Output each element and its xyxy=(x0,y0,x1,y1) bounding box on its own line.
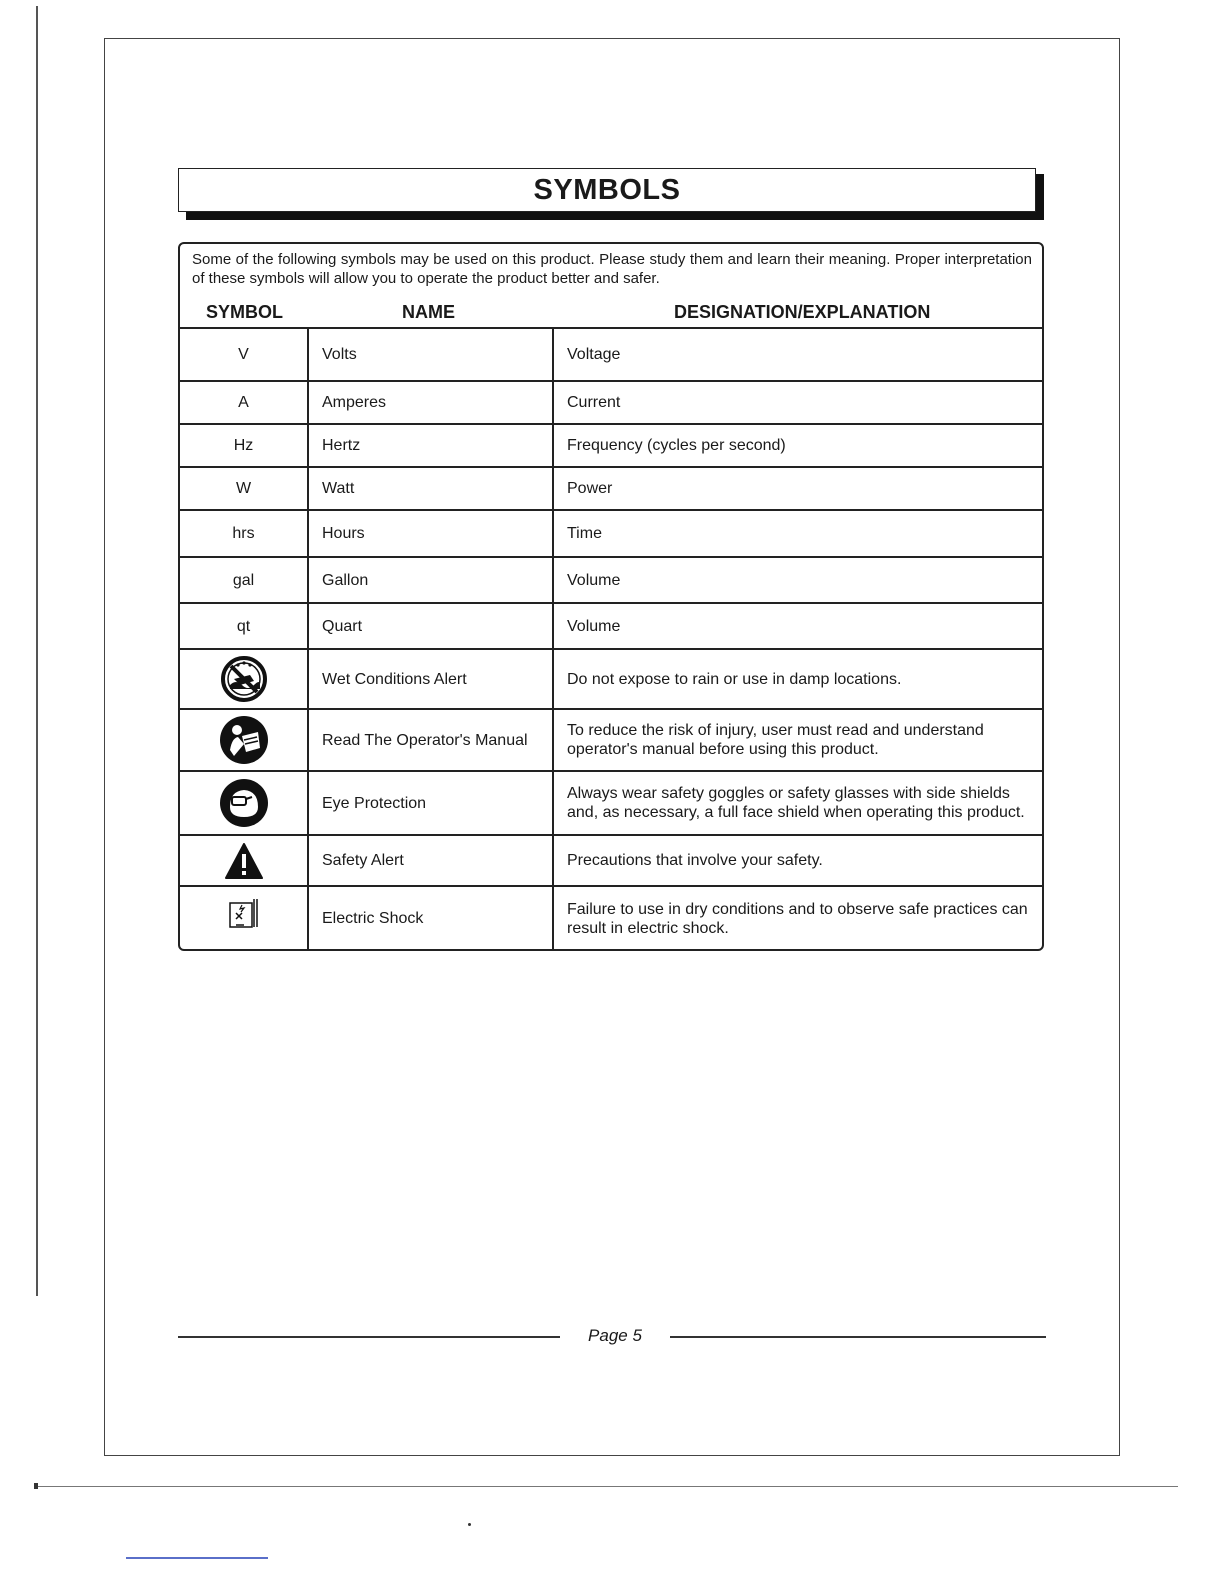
table-row xyxy=(180,886,1042,950)
table-row xyxy=(180,709,1042,771)
symbol-cell: hrs xyxy=(180,510,308,557)
footer-rule xyxy=(178,1336,560,1338)
designation-cell: Do not expose to rain or use in damp locations. xyxy=(553,649,1042,709)
designation-cell: Always wear safety goggles or safety glasses with side shields and, as necessary, a full face shield when operating this product. xyxy=(553,771,1042,835)
symbol-cell xyxy=(180,771,308,835)
designation-cell: Voltage xyxy=(553,328,1042,381)
symbol-cell: qt xyxy=(180,603,308,649)
symbol-cell: V xyxy=(180,328,308,381)
symbol-cell: gal xyxy=(180,557,308,603)
electric-shock-icon xyxy=(228,895,260,929)
intro-text: Some of the following symbols may be used on this product. Please study them and learn their meaning. Proper interpretation of these symbols will allow you to operate the product better and safer. xyxy=(192,251,1032,287)
eye-protection-icon xyxy=(218,777,270,829)
table-row xyxy=(180,510,1042,557)
name-cell: Hertz xyxy=(308,424,553,467)
table-row xyxy=(180,557,1042,603)
symbol-cell xyxy=(180,835,308,886)
designation-cell: Current xyxy=(553,381,1042,424)
name-cell: Wet Conditions Alert xyxy=(308,649,553,709)
symbol-cell xyxy=(180,886,308,950)
table-row xyxy=(180,835,1042,886)
designation-cell: Precautions that involve your safety. xyxy=(553,835,1042,886)
scan-edge-line xyxy=(36,1486,1178,1487)
scan-edge-line xyxy=(36,6,38,1296)
name-cell: Watt xyxy=(308,467,553,510)
table-row xyxy=(180,603,1042,649)
name-cell: Quart xyxy=(308,603,553,649)
footer-rule xyxy=(670,1336,1046,1338)
name-cell: Eye Protection xyxy=(308,771,553,835)
name-cell: Hours xyxy=(308,510,553,557)
designation-cell: Power xyxy=(553,467,1042,510)
name-cell: Electric Shock xyxy=(308,886,553,950)
symbols-box xyxy=(178,242,1044,951)
designation-cell: Failure to use in dry conditions and to observe safe practices can result in electric shock. xyxy=(553,886,1042,950)
name-cell: Amperes xyxy=(308,381,553,424)
page-number: Page 5 xyxy=(588,1326,642,1345)
scan-mark xyxy=(468,1523,471,1526)
designation-cell: Time xyxy=(553,510,1042,557)
table-row xyxy=(180,381,1042,424)
name-cell: Volts xyxy=(308,328,553,381)
symbol-cell: A xyxy=(180,381,308,424)
header-symbol: SYMBOL xyxy=(206,302,284,322)
designation-cell: Frequency (cycles per second) xyxy=(553,424,1042,467)
designation-cell: Volume xyxy=(553,603,1042,649)
table-row xyxy=(180,328,1042,381)
page-title: SYMBOLS xyxy=(178,168,1036,212)
table-row xyxy=(180,424,1042,467)
designation-cell: To reduce the risk of injury, user must read and understand operator's manual before using this product. xyxy=(553,709,1042,771)
table-row xyxy=(180,467,1042,510)
symbol-cell: Hz xyxy=(180,424,308,467)
name-cell: Read The Operator's Manual xyxy=(308,709,553,771)
header-name: NAME xyxy=(402,302,455,322)
header-designation: DESIGNATION/EXPLANATION xyxy=(674,302,931,322)
title-box xyxy=(178,168,1044,220)
name-cell: Gallon xyxy=(308,557,553,603)
table-row xyxy=(180,771,1042,835)
table-row xyxy=(180,649,1042,709)
symbols-table xyxy=(180,327,1042,950)
scan-edge-line xyxy=(126,1557,268,1559)
symbol-cell xyxy=(180,649,308,709)
scan-mark xyxy=(34,1483,38,1489)
symbol-cell xyxy=(180,709,308,771)
wet-conditions-icon xyxy=(220,655,268,703)
symbol-cell: W xyxy=(180,467,308,510)
read-manual-icon xyxy=(218,714,270,766)
title-shadow xyxy=(186,212,1044,220)
name-cell: Safety Alert xyxy=(308,835,553,886)
safety-alert-icon xyxy=(224,842,264,880)
designation-cell: Volume xyxy=(553,557,1042,603)
